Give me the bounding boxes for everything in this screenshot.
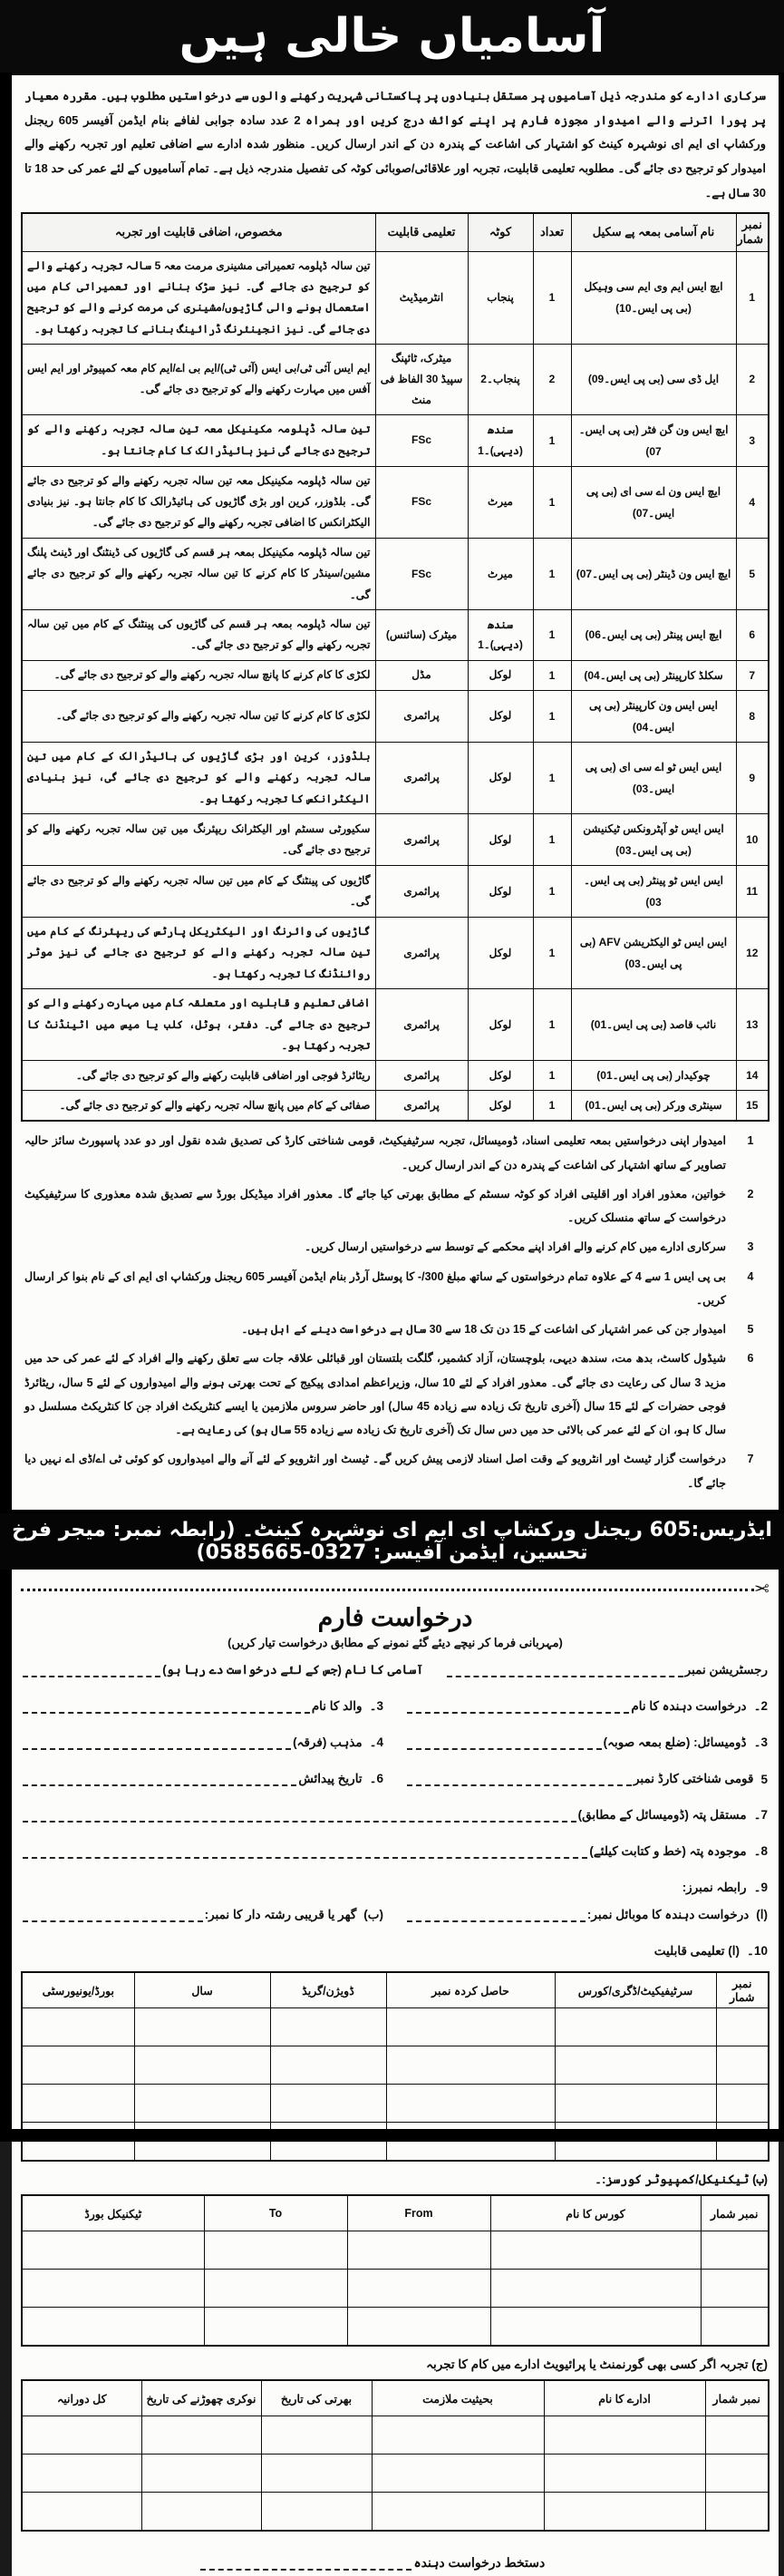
empty-cell[interactable] xyxy=(141,2454,261,2493)
empty-cell[interactable] xyxy=(555,2008,716,2046)
vacancy-count: 1 xyxy=(533,917,571,988)
intro-paragraph: سرکاری ادارے کو مندرجہ ذیل آسامیوں پر مستقل بنیادوں پر پاکستانی شہریت رکھنے والوں سے درخواستیں مطلوب ہیں۔ مقررہ معیار پر پورا اترنے والے امیدوار مجوزہ فارم پر اپنے کوائف درج کریں اور ہمراہ 2 عدد سادہ جوابی لفافے بنام ایڈمن آفیسر 605 ریجنل ورکشاپ ای ایم ای نوشہرہ کینٹ کو اشتہار کی اشاعت کے پندرہ دن کے اندر ارسال کریں۔ منظور شدہ ادارے سے اضافی تعلیم اور تجربہ رکھنے والے امیدوار کو ترجیح دی جائے گی۔ مطلوبہ تعلیمی قابلیت، تجربہ اور علاقائی/صوبائی کوٹہ کی تفصیل مندرجہ ذیل ہے۔ تمام آسامیوں کے لئے عمر کی حد 18 تا 30 سال ہے۔ xyxy=(24,89,767,199)
field-label: مذہب (فرقہ) xyxy=(293,1735,363,1749)
vacancy-serial: 8 xyxy=(736,690,769,742)
field-number: 6۔ xyxy=(369,1771,383,1785)
field-label: درخواست دہندہ کا موبائل نمبر: xyxy=(586,1907,750,1921)
vacancy-row xyxy=(22,538,769,609)
empty-cell[interactable] xyxy=(372,2416,544,2454)
vacancy-serial: 7 xyxy=(736,660,769,690)
field-applicant-name xyxy=(407,1699,768,1714)
empty-cell[interactable] xyxy=(204,2270,347,2308)
note-text: درخواست گزار ٹیسٹ اور انٹرویو کے وقت اصل اسناد لازمی پیش کریں گے۔ ٹیسٹ اور انٹرویو کے لئے آنے والے امیدواروں کو کوئی ٹی اے/ڈی اے نہیں دیا جائے گا۔ xyxy=(24,1453,726,1490)
empty-cell[interactable] xyxy=(716,2085,769,2123)
vacancy-row xyxy=(22,865,769,917)
empty-cell[interactable] xyxy=(705,2416,769,2454)
field-label: آسامی کا نام (جس کے لئے درخواست دے رہا ہو) xyxy=(162,1662,424,1677)
col-header-education: تعلیمی قابلیت xyxy=(375,213,468,251)
experience-table-header-row xyxy=(22,2380,769,2416)
write-in-line[interactable] xyxy=(407,1783,632,1786)
vacancy-count: 1 xyxy=(533,660,571,690)
signature-row xyxy=(200,2555,545,2571)
vacancy-quota: لوکل xyxy=(468,1091,533,1122)
note-item xyxy=(24,1235,766,1259)
note-number: 5 xyxy=(747,1323,754,1337)
write-in-line[interactable] xyxy=(23,1819,576,1823)
field-label: گھر یا قریبی رشتہ دار کا نمبر: xyxy=(204,1907,357,1921)
field-number: (ا) xyxy=(756,1907,768,1921)
vacancy-quota: پنجاب۔2 xyxy=(468,345,533,414)
empty-cell[interactable] xyxy=(141,2493,261,2531)
vacancy-quota: سندھ (دیہی)۔1 xyxy=(468,414,533,466)
exp-col-leave-date: نوکری چھوڑنے کی تاریخ xyxy=(141,2380,261,2416)
empty-cell[interactable] xyxy=(490,2270,701,2308)
empty-cell[interactable] xyxy=(716,2008,769,2046)
vacancy-post-name: نائب قاصد (بی پی ایس۔01) xyxy=(571,989,736,1061)
vacancy-serial: 13 xyxy=(736,989,769,1061)
empty-cell[interactable] xyxy=(270,2085,386,2123)
vacancy-education: پرائمری xyxy=(375,690,468,742)
vacancy-experience: تین سالہ ڈپلومہ مکینیکل بمعہ ہر قسم کی گاڑیوں کی ڈینٹنگ اور ڈینٹ پلنگ مشین/سینڈر کا کام کرنے کا تین سالہ تجربہ رکھنے والے کو ترجیح دی جائے گی۔ xyxy=(22,538,375,609)
tech-col-from: From xyxy=(347,2195,490,2231)
technical-table-header-row xyxy=(22,2195,769,2231)
note-number: 1 xyxy=(747,1134,754,1148)
edu-col-serial: نمبر شمار xyxy=(716,1972,769,2008)
note-number: 7 xyxy=(747,1453,754,1466)
vacancy-experience: لکڑی کا کام کرنے کا تین سالہ تجربہ رکھنے والے کو ترجیح دی جائے گی۔ xyxy=(22,690,375,742)
field-label: رابطہ نمبرز: xyxy=(682,1880,747,1894)
vacancy-quota: لوکل xyxy=(468,1061,533,1091)
vacancy-row xyxy=(22,917,769,988)
write-in-line[interactable] xyxy=(23,1783,296,1786)
empty-row xyxy=(22,2085,769,2123)
technical-table-body[interactable] xyxy=(22,2231,769,2346)
technical-courses-label: (ب) ٹیکنیکل/کمپیوٹر کورسز:۔ xyxy=(595,2172,768,2186)
field-number: 3۔ xyxy=(753,1735,768,1749)
field-education-heading xyxy=(23,1944,768,1959)
vacancy-count: 1 xyxy=(533,466,571,538)
vacancy-post-name: ایس ایس ٹو الیکٹریشن AFV (بی پی ایس۔03) xyxy=(571,917,736,988)
dotted-cut-line xyxy=(21,1589,754,1591)
vacancy-post-name: ایچ ایس پینٹر (بی پی ایس۔06) xyxy=(571,610,736,661)
empty-cell[interactable] xyxy=(705,2493,769,2531)
vacancy-row xyxy=(22,345,769,414)
note-number: 4 xyxy=(747,1269,754,1283)
field-label: درخواست دہندہ کا نام xyxy=(631,1698,747,1713)
field-religion xyxy=(23,1735,383,1750)
vacancy-row xyxy=(22,1091,769,1122)
vacancy-table xyxy=(21,212,769,1122)
vacancy-row xyxy=(22,660,769,690)
vacancy-row xyxy=(22,813,769,865)
col-header-post-name: نام آسامی بمعہ پے سکیل xyxy=(571,213,736,251)
vacancy-quota: میرٹ xyxy=(468,538,533,609)
vacancy-serial: 2 xyxy=(736,345,769,414)
empty-row xyxy=(22,2231,769,2270)
vacancy-table-body xyxy=(22,251,769,1121)
field-number: 7۔ xyxy=(753,1807,768,1822)
signature-label: دستخط درخواست دہندہ xyxy=(413,2554,546,2570)
empty-cell[interactable] xyxy=(555,2046,716,2085)
vacancy-count: 1 xyxy=(533,610,571,661)
empty-cell[interactable] xyxy=(701,2231,769,2270)
empty-row xyxy=(22,2008,769,2046)
vacancy-quota: پنجاب xyxy=(468,251,533,345)
note-text: امیدوار جن کی عمر اشتہار کی اشاعت کے 15 دن تک 18 سے 30 سال ہے درخواست دینے کے اہل ہیں۔ xyxy=(241,1323,726,1337)
col-header-count: تعداد xyxy=(533,213,571,251)
experience-table xyxy=(21,2379,769,2532)
edu-col-year: سال xyxy=(134,1972,270,2008)
vacancy-experience: اضافی تعلیم و قابلیت اور متعلقہ کام میں مہارت رکھنے والے کو ترجیح دی جائے گی۔ دفتر، ہوٹل، کلب یا میس میں اٹینڈنٹ کا تجربہ رکھتا ہو۔ xyxy=(22,989,375,1061)
experience-table-body[interactable] xyxy=(22,2416,769,2531)
note-number: 3 xyxy=(747,1240,754,1254)
vacancy-serial: 1 xyxy=(736,251,769,345)
empty-cell[interactable] xyxy=(270,2046,386,2085)
note-text: خواتین، معذور افراد اور اقلیتی افراد کو کوٹہ سسٹم کے مطابق بھرتی کیا جائے گا۔ معذور افراد میڈیکل بورڈ سے تصدیق شدہ معذوری کا سرٹیفیکیٹ درخواست کے ساتھ منسلک کریں۔ xyxy=(24,1187,726,1225)
empty-cell[interactable] xyxy=(141,2416,261,2454)
field-registration-number xyxy=(447,1663,768,1677)
vacancy-row xyxy=(22,1061,769,1091)
empty-row xyxy=(22,2270,769,2308)
empty-cell[interactable] xyxy=(270,2008,386,2046)
signature-line[interactable] xyxy=(200,2567,411,2571)
note-item xyxy=(24,1317,766,1341)
vacancy-experience: بلڈوزر، کرین اور بڑی گاڑیوں کی ہائیڈرالک کے کام میں تین سالہ تجربہ رکھنے والے کو ترجیح دی جائے گی، نیز بنیادی الیکٹرانکس کا تجربہ رکھتا ہو۔ xyxy=(22,742,375,813)
tech-col-board: ٹیکنیکل بورڈ xyxy=(22,2195,204,2231)
vacancy-quota: سندھ (دیہی)۔1 xyxy=(468,610,533,661)
field-label: تاریخ پیدائش xyxy=(298,1771,363,1785)
vacancy-education: انٹرمیڈیٹ xyxy=(375,251,468,345)
write-in-line[interactable] xyxy=(23,1855,587,1859)
vacancy-quota: لوکل xyxy=(468,742,533,813)
empty-row xyxy=(22,2046,769,2085)
empty-row xyxy=(22,2493,769,2531)
vacancy-row xyxy=(22,742,769,813)
vacancy-serial: 5 xyxy=(736,538,769,609)
scissors-icon: ✂ xyxy=(754,1579,769,1599)
vacancy-table-header-row xyxy=(22,213,769,251)
field-label: والد کا نام xyxy=(311,1698,363,1713)
vacancy-education: FSc xyxy=(375,538,468,609)
vacancy-education: میٹرک (سائنس) xyxy=(375,610,468,661)
vacancy-post-name: سکلڈ کارپینٹر (بی پی ایس۔04) xyxy=(571,660,736,690)
empty-cell[interactable] xyxy=(22,2008,134,2046)
vacancy-post-name: ایل ڈی سی (بی پی ایس۔09) xyxy=(571,345,736,414)
vacancy-post-name: ایچ ایس ون اے سی ای (بی پی ایس۔07) xyxy=(571,466,736,538)
vacancy-education: پرائمری xyxy=(375,1091,468,1122)
vacancy-serial: 15 xyxy=(736,1091,769,1122)
field-post-name xyxy=(23,1663,423,1677)
note-text: امیدوار اپنی درخواستیں بمعہ تعلیمی اسناد، ڈومیسائل، تجربہ سرٹیفیکیٹ، قومی شناختی کارڈ کی تصدیق شدہ نقول اور دو عدد پاسپورٹ سائز حالیہ تصاویر کے ساتھ اشتہار کی اشاعت کے پندرہ دن کے اندر ارسال کریں۔ xyxy=(24,1134,726,1171)
vacancies-panel xyxy=(12,73,779,1510)
field-father-name xyxy=(23,1699,383,1714)
vacancy-education: FSc xyxy=(375,466,468,538)
empty-cell[interactable] xyxy=(544,2454,705,2493)
vacancy-education: پرائمری xyxy=(375,1061,468,1091)
page-title: آسامیاں خالی ہیں xyxy=(179,9,605,63)
vacancy-row xyxy=(22,251,769,345)
vacancy-quota: لوکل xyxy=(468,813,533,865)
vacancy-post-name: ایچ ایس ون ڈینٹر (بی پی ایس۔07) xyxy=(571,538,736,609)
vacancy-count: 1 xyxy=(533,813,571,865)
edu-col-certificate: سرٹیفیکیٹ/ڈگری/کورس xyxy=(555,1972,716,2008)
vacancy-post-name: ایچ ایس ون گن فٹر (بی پی ایس۔07) xyxy=(571,414,736,466)
vacancy-row xyxy=(22,414,769,466)
vacancy-quota: لوکل xyxy=(468,917,533,988)
form-subtitle: (مہربانی فرما کر نیچے دیئے گئے نمونے کے مطابق درخواست تیار کریں) xyxy=(227,1635,563,1649)
exp-col-join-date: بھرتی کی تاریخ xyxy=(261,2380,372,2416)
empty-cell[interactable] xyxy=(134,2046,270,2085)
vacancy-post-name: ایس ایس ٹو اے سی ای (بی پی ایس۔03) xyxy=(571,742,736,813)
notes-list xyxy=(21,1122,769,1504)
vacancy-count: 1 xyxy=(533,865,571,917)
empty-cell[interactable] xyxy=(701,2270,769,2308)
vacancy-education: پرائمری xyxy=(375,917,468,988)
field-label: (ا) تعلیمی قابلیت xyxy=(653,1943,740,1958)
vacancy-count: 1 xyxy=(533,1091,571,1122)
empty-cell[interactable] xyxy=(134,2085,270,2123)
bottom-black-strip xyxy=(0,2129,784,2142)
vacancy-experience: تین سالہ ڈپلومہ مکینیکل معہ تین سالہ تجربہ رکھنے والے کو ترجیح دی جائے گی نیز ہائیڈرالک کا کام جانتا ہو۔ xyxy=(22,414,375,466)
vacancy-education: پرائمری xyxy=(375,742,468,813)
vacancy-quota: لوکل xyxy=(468,690,533,742)
vacancy-row xyxy=(22,466,769,538)
empty-cell[interactable] xyxy=(22,2454,141,2493)
vacancy-count: 1 xyxy=(533,1061,571,1091)
empty-cell[interactable] xyxy=(490,2308,701,2346)
write-in-line[interactable] xyxy=(407,1710,629,1714)
vacancy-education: FSc xyxy=(375,414,468,466)
vacancy-experience: گاڑیوں کی وائرنگ اور الیکٹریکل پارٹس کی ریپئرنگ کے کام میں تین سالہ تجربہ رکھنے والے کو ترجیح دی جائے گی نیز موٹر روائنڈنگ کا تجربہ رکھتا ہو۔ xyxy=(22,917,375,988)
field-applicant-mobile xyxy=(407,1908,768,1922)
vacancy-post-name: ایچ ایس ایم وی ایم سی وہیکل (بی پی ایس۔10) xyxy=(571,251,736,345)
vacancy-education: پرائمری xyxy=(375,989,468,1061)
empty-row xyxy=(22,2454,769,2493)
edu-col-division: ڈویژن/گریڈ xyxy=(270,1972,386,2008)
tech-col-to: To xyxy=(204,2195,347,2231)
note-item xyxy=(24,1265,766,1313)
tech-col-course-name: کورس کا نام xyxy=(490,2195,701,2231)
write-in-line[interactable] xyxy=(23,1710,310,1714)
vacancy-education: مڈل xyxy=(375,660,468,690)
vacancy-post-name: ایس ایس ٹو آپٹرونکس ٹیکنیشن (بی پی ایس۔03) xyxy=(571,813,736,865)
empty-cell[interactable] xyxy=(386,2085,555,2123)
empty-cell[interactable] xyxy=(22,2416,141,2454)
empty-cell[interactable] xyxy=(22,2493,141,2531)
note-text: بی پی ایس 1 سے 4 کے علاوہ تمام درخواستوں کے ساتھ مبلغ 300/- کا پوسٹل آرڈر بنام ایڈمن آفیسر 605 ریجنل ورکشاپ ای ایم ای کے نام بنوا کر ارسال کریں۔ xyxy=(24,1269,726,1307)
empty-cell[interactable] xyxy=(386,2046,555,2085)
field-number: 2۔ xyxy=(753,1698,768,1713)
field-number: 9۔ xyxy=(753,1880,768,1894)
vacancy-count: 1 xyxy=(533,690,571,742)
vacancy-count: 1 xyxy=(533,989,571,1061)
vacancy-post-name: ایس ایس ون کارپینٹر (بی پی ایس۔04) xyxy=(571,690,736,742)
write-in-line[interactable] xyxy=(447,1674,682,1677)
write-in-line[interactable] xyxy=(407,1746,602,1750)
vacancy-serial: 3 xyxy=(736,414,769,466)
vacancy-serial: 9 xyxy=(736,742,769,813)
vacancy-experience: ریٹائرڈ فوجی اور اضافی قابلیت رکھنے والے کو ترجیح دی جائے گی۔ xyxy=(22,1061,375,1091)
col-header-quota: کوٹہ xyxy=(468,213,533,251)
vacancy-count: 1 xyxy=(533,742,571,813)
empty-cell[interactable] xyxy=(204,2231,347,2270)
note-number: 2 xyxy=(747,1187,754,1201)
vacancy-education: پرائمری xyxy=(375,865,468,917)
empty-cell[interactable] xyxy=(386,2008,555,2046)
field-number: (ب) xyxy=(363,1907,383,1921)
vacancy-row xyxy=(22,690,769,742)
vacancy-count: 1 xyxy=(533,538,571,609)
exp-col-organization: ادارے کا نام xyxy=(544,2380,705,2416)
empty-cell[interactable] xyxy=(261,2493,372,2531)
education-table-header-row xyxy=(22,1972,769,2008)
note-item xyxy=(24,1182,766,1230)
vacancy-post-name: ایس ایس ٹو پینٹر (بی پی ایس۔03) xyxy=(571,865,736,917)
field-date-of-birth xyxy=(23,1772,383,1786)
empty-cell[interactable] xyxy=(716,2046,769,2085)
vacancy-experience: سکیورٹی سسٹم اور الیکٹرانک ریپئرنگ میں تین سالہ تجربہ رکھنے والے کو ترجیح دی جائے گی۔ xyxy=(22,813,375,865)
empty-cell[interactable] xyxy=(347,2308,490,2346)
field-relative-number xyxy=(23,1908,383,1922)
empty-cell[interactable] xyxy=(261,2416,372,2454)
empty-cell[interactable] xyxy=(22,2270,204,2308)
vacancy-serial: 10 xyxy=(736,813,769,865)
empty-cell[interactable] xyxy=(22,2308,204,2346)
vacancy-count: 1 xyxy=(533,251,571,345)
vacancy-education: میٹرک، ٹائپنگ سپیڈ 30 الفاظ فی منٹ xyxy=(375,345,468,414)
empty-cell[interactable] xyxy=(544,2416,705,2454)
note-text: سرکاری ادارے میں کام کرنے والے افراد اپنے محکمے کے توسط سے درخواستیں ارسال کریں۔ xyxy=(304,1240,726,1254)
empty-cell[interactable] xyxy=(372,2454,544,2493)
vacancy-post-name: سینٹری ورکر (بی پی ایس۔01) xyxy=(571,1091,736,1122)
exp-col-duration: کل دورانیہ xyxy=(22,2380,141,2416)
field-label: قومی شناختی کارڈ نمبر xyxy=(633,1771,754,1785)
vacancy-education: پرائمری xyxy=(375,813,468,865)
note-item xyxy=(24,1447,766,1495)
empty-cell[interactable] xyxy=(204,2308,347,2346)
vacancy-experience: لکڑی کا کام کرنے کا پانچ سالہ تجربہ رکھنے والے کو ترجیح دی جائے گی۔ xyxy=(22,660,375,690)
empty-cell[interactable] xyxy=(347,2231,490,2270)
field-label: ڈومیسائل: (ضلع بمعہ صوبہ) xyxy=(603,1735,747,1749)
address-banner xyxy=(0,1513,784,1570)
vacancy-count: 1 xyxy=(533,414,571,466)
write-in-line[interactable] xyxy=(407,1919,586,1922)
note-item xyxy=(24,1346,766,1442)
note-text: شیڈول کاسٹ، بدھ مت، سندھ دیہی، بلوچستان، آزاد کشمیر، گلگت بلتستان اور قبائلی علاقہ جات سے تعلق رکھنے والے افراد کے لئے عمر کی حد میں مزید 3 سال کی رعایت دی جائے گی۔ معذور افراد کے لئے 10 سال، وزیراعظم امدادی پیکیج کے تحت بھرتی ہونے والے امیدواروں کے لئے 5 سال، ریٹائرڈ فوجی حضرات کے لئے 15 سال (آخری تاریخ تک زیادہ سے زیادہ 45 سال) اور حاضر سروس ملازمین یا ایسے کنٹریکٹ افراد جن کا کنٹریکٹ مسلسل دو سال کا ہو، ان کے لئے عمر کی بالائی حد میں دس سال تک (آخری تاریخ تک زیادہ سے زیادہ 55 سال ہو) کی رعایت ہے۔ xyxy=(24,1352,727,1437)
vacancy-quota: میرٹ xyxy=(468,466,533,538)
empty-cell[interactable] xyxy=(555,2085,716,2123)
cut-here-line xyxy=(21,1580,769,1599)
vacancy-serial: 11 xyxy=(736,865,769,917)
vacancy-count: 2 xyxy=(533,345,571,414)
field-cnic xyxy=(407,1772,768,1786)
field-domicile xyxy=(407,1735,768,1750)
field-label: مستقل پتہ (ڈومیسائل کے مطابق) xyxy=(577,1807,747,1822)
empty-cell[interactable] xyxy=(261,2454,372,2493)
write-in-line[interactable] xyxy=(23,1919,203,1922)
field-number: 3۔ xyxy=(369,1698,383,1713)
vacancy-serial: 14 xyxy=(736,1061,769,1091)
empty-cell[interactable] xyxy=(372,2493,544,2531)
field-number: 5 xyxy=(760,1772,768,1786)
application-form-panel xyxy=(12,1570,779,2576)
field-permanent-address xyxy=(23,1808,768,1823)
empty-cell[interactable] xyxy=(544,2493,705,2531)
note-number: 6 xyxy=(747,1352,754,1366)
empty-cell[interactable] xyxy=(490,2231,701,2270)
empty-cell[interactable] xyxy=(22,2231,204,2270)
exp-col-position: بحیثیت ملازمت xyxy=(372,2380,544,2416)
vacancy-experience: گاڑیوں کی پینٹنگ کے کام میں تین سالہ تجربہ رکھنے والے کو ترجیح دی جائے گی۔ xyxy=(22,865,375,917)
write-in-line[interactable] xyxy=(23,1746,291,1750)
field-number: 8۔ xyxy=(753,1843,768,1858)
vacancy-quota: لوکل xyxy=(468,865,533,917)
vacancy-experience: ایم ایس آئی ٹی/بی ایس (آئی ٹی)/ایم بی اے/ایم کام معہ کمپیوٹر اور ایم ایس آفس میں مہارت رکھنے والے کو ترجیح دی جائے گی۔ xyxy=(22,345,375,414)
field-present-address xyxy=(23,1844,768,1859)
empty-row xyxy=(22,2416,769,2454)
address-text: ایڈریس:605 ریجنل ورکشاپ ای ایم ای نوشہرہ کینٹ۔ (رابطہ نمبر: میجر فرخ تحسین، ایڈمن آفیسر: 0327-0585665) xyxy=(12,1518,772,1564)
empty-cell[interactable] xyxy=(134,2008,270,2046)
vacancy-row xyxy=(22,610,769,661)
vacancy-row xyxy=(22,989,769,1061)
vacancy-serial: 12 xyxy=(736,917,769,988)
col-header-experience: مخصوص، اضافی قابلیت اور تجربہ xyxy=(22,213,375,251)
vacancy-experience: تین سالہ ڈپلومہ تعمیراتی مشینری مرمت معہ 5 سالہ تجربہ رکھنے والے کو ترجیح دی جائے گی۔ نیز سڑک بنانے اور تعمیراتی کام میں استعمال ہونے والی گاڑیوں/مشینری کی مرمت کرنے والے کو ترجیح دی جائے گی۔ نیز انجینئرنگ ڈرائینگ بنانے کا تجربہ رکھتا ہو۔ xyxy=(22,251,375,345)
edu-col-marks: حاصل کردہ نمبر xyxy=(386,1972,555,2008)
field-label: موجودہ پتہ (خط و کتابت کیلئے) xyxy=(589,1843,747,1858)
field-number: 4۔ xyxy=(369,1735,383,1749)
empty-cell[interactable] xyxy=(22,2085,134,2123)
empty-cell[interactable] xyxy=(701,2308,769,2346)
vacancy-quota: لوکل xyxy=(468,660,533,690)
vacancy-serial: 4 xyxy=(736,466,769,538)
experience-label: (ج) تجربہ اگر کسی بھی گورنمنٹ یا پرائیویٹ ادارے میں کام کا تجربہ xyxy=(426,2357,768,2371)
field-number: 10۔ xyxy=(747,1943,768,1958)
field-label: رجسٹریشن نمبر xyxy=(684,1662,768,1677)
vacancy-experience: صفائی کے کام میں پانچ سالہ تجربہ رکھنے والے کو ترجیح دی جائے گی۔ xyxy=(22,1091,375,1122)
empty-cell[interactable] xyxy=(347,2270,490,2308)
exp-col-serial: نمبر شمار xyxy=(705,2380,769,2416)
form-title: درخواست فارم xyxy=(317,1603,473,1631)
write-in-line[interactable] xyxy=(23,1674,160,1677)
vacancy-post-name: چوکیدار (بی پی ایس۔01) xyxy=(571,1061,736,1091)
vacancy-serial: 6 xyxy=(736,610,769,661)
masthead-banner xyxy=(0,0,784,73)
empty-cell[interactable] xyxy=(22,2046,134,2085)
edu-col-board: بورڈ/یونیورسٹی xyxy=(22,1972,134,2008)
vacancy-experience: تین سالہ ڈپلومہ مکینیکل معہ تین سالہ تجربہ رکھنے والے کو ترجیح دی جائے گی۔ بلڈوزر، کرین اور بڑی گاڑیوں کی ہائیڈرالک کا کام جانتا ہو۔ نیز بنیادی الیکٹرانکس کا اضافی تجربہ رکھنے والے کو ترجیح دی جائے گی۔ xyxy=(22,466,375,538)
note-item xyxy=(24,1129,766,1177)
vacancy-experience: تین سالہ ڈپلومہ بمعہ ہر قسم کی گاڑیوں کی پینٹنگ کے کام میں تین سالہ تجربہ رکھنے والے کو ترجیح دی جائے گی۔ xyxy=(22,610,375,661)
empty-cell[interactable] xyxy=(705,2454,769,2493)
tech-col-serial: نمبر شمار xyxy=(701,2195,769,2231)
field-contact-numbers-heading xyxy=(23,1881,768,1895)
col-header-serial: نمبر شمار xyxy=(736,213,769,251)
empty-row xyxy=(22,2308,769,2346)
technical-courses-table xyxy=(21,2194,769,2347)
vacancy-quota: لوکل xyxy=(468,989,533,1061)
